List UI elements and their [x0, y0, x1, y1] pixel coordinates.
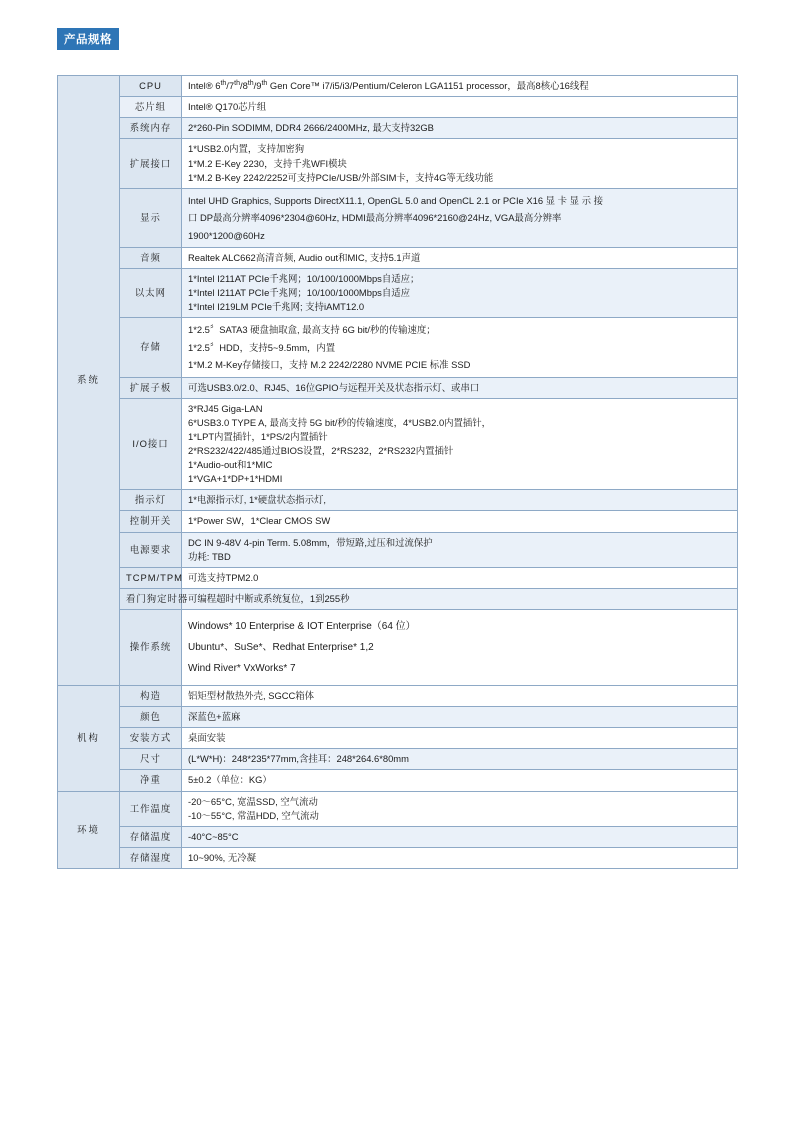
row-label-construction: 构造 [120, 685, 182, 706]
text-line: 1900*1200@60Hz [188, 229, 265, 241]
row-label-dimension: 尺寸 [120, 749, 182, 770]
text-line: 2*RS232/422/485通过BIOS设置，2*RS232，2*RS232内置插针 [188, 445, 454, 456]
table-row [58, 532, 738, 567]
row-label-mounting: 安装方式 [120, 728, 182, 749]
table-row [58, 728, 738, 749]
text-line: 1*Intel I211AT PCIe千兆网；10/100/1000Mbps自适应； [188, 273, 420, 285]
table-row [58, 247, 738, 268]
text-line: Windows* 10 Enterprise & IOT Enterprise（64 位） [188, 620, 416, 632]
text-line: 1*Audio-out和1*MIC [188, 459, 273, 471]
table-row [58, 118, 738, 139]
row-value-storage-temperature: -40°C~85°C [182, 826, 738, 847]
row-value-watchdog: 可编程超时中断或系统复位，1到255秒 [182, 588, 738, 609]
table-row [58, 490, 738, 511]
row-value-tpm: 可选支持TPM2.0 [182, 567, 738, 588]
group-label-environment: 环境 [58, 791, 120, 868]
row-label-cpu: CPU [120, 76, 182, 97]
text-line: 1*VGA+1*DP+1*HDMI [188, 473, 283, 485]
row-label-weight: 净重 [120, 770, 182, 791]
table-row [58, 76, 738, 97]
table-row [58, 269, 738, 318]
table-row [58, 139, 738, 188]
row-value-control-switch: 1*Power SW，1*Clear CMOS SW [182, 511, 738, 532]
text-line: -20～65°C, 宽温SSD, 空气流动 [188, 795, 318, 807]
row-label-power: 电源要求 [120, 532, 182, 567]
group-label-mechanical: 机构 [58, 685, 120, 791]
table-row [58, 685, 738, 706]
row-value-indicator: 1*电源指示灯, 1*硬盘状态指示灯, [182, 490, 738, 511]
row-label-watchdog: 看门狗定时器 [120, 588, 182, 609]
table-row [58, 377, 738, 398]
row-label-storage-temperature: 存储温度 [120, 826, 182, 847]
text-line: 1*USB2.0内置，支持加密狗 [188, 143, 305, 155]
text-line: DC IN 9-48V 4-pin Term. 5.08mm，带短路,过压和过流保护 [188, 536, 433, 548]
row-value-io-interface [182, 398, 738, 490]
row-label-expansion-interface: 扩展接口 [120, 139, 182, 188]
table-row [58, 791, 738, 826]
row-value-operating-temperature [182, 791, 738, 826]
text-line: Wind River* VxWorks* 7 [188, 662, 296, 674]
row-value-mounting: 桌面安装 [182, 728, 738, 749]
table-row [58, 770, 738, 791]
row-value-cpu: Intel® 6th/7th/8th/9th Gen Core™ i7/i5/i3/Pentium/Celeron LGA1151 processor，最高8核心16线程 [182, 76, 738, 97]
row-value-os [182, 609, 738, 685]
row-value-weight: 5±0.2（单位：KG） [182, 770, 738, 791]
row-label-io-interface: I/O接口 [120, 398, 182, 490]
text-line: 3*RJ45 Giga-LAN [188, 402, 263, 414]
table-row [58, 318, 738, 377]
row-value-audio: Realtek ALC662高清音频, Audio out和MIC, 支持5.1声道 [182, 247, 738, 268]
row-value-dimension: (L*W*H)：248*235*77mm,含挂耳：248*264.6*80mm [182, 749, 738, 770]
row-label-display: 显示 [120, 188, 182, 247]
row-value-construction: 铝矩型材散热外壳, SGCC箱体 [182, 685, 738, 706]
table-row [58, 511, 738, 532]
group-label-system: 系统 [58, 76, 120, 686]
row-value-expansion-interface [182, 139, 738, 188]
table-row [58, 707, 738, 728]
row-value-storage [182, 318, 738, 377]
row-label-storage: 存储 [120, 318, 182, 377]
page-title: 产品规格 [57, 28, 119, 50]
text-line: 1*Intel I219LM PCIe千兆网; 支持iAMT12.0 [188, 301, 365, 313]
table-row [58, 188, 738, 247]
row-label-audio: 音频 [120, 247, 182, 268]
row-label-control-switch: 控制开关 [120, 511, 182, 532]
row-value-expansion-board: 可选USB3.0/2.0、RJ45、16位GPIO与远程开关及状态指示灯、或串口 [182, 377, 738, 398]
row-label-ethernet: 以太网 [120, 269, 182, 318]
table-row [58, 749, 738, 770]
text-line: Intel UHD Graphics, Supports DirectX11.1, OpenGL 5.0 and OpenCL 2.1 or PCIe X16 显 卡 显 示 接 [188, 194, 603, 206]
table-row [58, 588, 738, 609]
table-row [58, 398, 738, 490]
row-value-memory: 2*260-Pin SODIMM, DDR4 2666/2400MHz, 最大支持32GB [182, 118, 738, 139]
row-value-storage-humidity: 10~90%, 无冷凝 [182, 847, 738, 868]
row-label-indicator: 指示灯 [120, 490, 182, 511]
row-label-os: 操作系统 [120, 609, 182, 685]
table-row [58, 847, 738, 868]
table-row [58, 567, 738, 588]
text-line: Ubuntu*、SuSe*、Redhat Enterprise* 1,2 [188, 641, 374, 653]
row-value-color: 深蓝色+蓝麻 [182, 707, 738, 728]
text-line: 6*USB3.0 TYPE A, 最高支持 5G bit/秒的传输速度，4*USB2.0内置插针， [188, 416, 492, 428]
row-value-chipset: Intel® Q170芯片组 [182, 97, 738, 118]
row-label-operating-temperature: 工作温度 [120, 791, 182, 826]
row-label-expansion-board: 扩展子板 [120, 377, 182, 398]
text-line: 1*M.2 M-Key存储接口，支持 M.2 2242/2280 NVME PCIE 标准 SSD [188, 359, 471, 371]
row-label-memory: 系统内存 [120, 118, 182, 139]
text-line: 功耗: TBD [188, 550, 231, 562]
text-line: 1*M.2 E-Key 2230，支持千兆WFI模块 [188, 157, 347, 169]
text-line: 1*LPT内置插针，1*PS/2内置插针 [188, 430, 328, 442]
specification-table [57, 75, 738, 869]
text-line: -10～55°C, 常温HDD, 空气流动 [188, 809, 319, 821]
table-row [58, 97, 738, 118]
row-value-display [182, 188, 738, 247]
text-line: 1*Intel I211AT PCIe千兆网；10/100/1000Mbps自适应 [188, 287, 410, 299]
row-label-storage-humidity: 存储湿度 [120, 847, 182, 868]
row-label-color: 颜色 [120, 707, 182, 728]
text-line: 口 DP最高分辨率4096*2304@60Hz, HDMI最高分辨率4096*2160@24Hz, VGA最高分辨率 [188, 212, 562, 224]
text-line: 1*2.5〞SATA3 硬盘抽取盒, 最高支持 6G bit/秒的传输速度； [188, 324, 436, 336]
table-row [58, 609, 738, 685]
text-line: 1*M.2 B-Key 2242/2252可支持PCIe/USB/外部SIM卡，支持4G等无线功能 [188, 171, 494, 183]
row-label-tpm: TCPM/TPM [120, 567, 182, 588]
text-line: 1*2.5〞HDD，支持5~9.5mm，内置 [188, 341, 336, 353]
row-value-ethernet [182, 269, 738, 318]
table-row [58, 826, 738, 847]
row-label-chipset: 芯片组 [120, 97, 182, 118]
row-value-power [182, 532, 738, 567]
